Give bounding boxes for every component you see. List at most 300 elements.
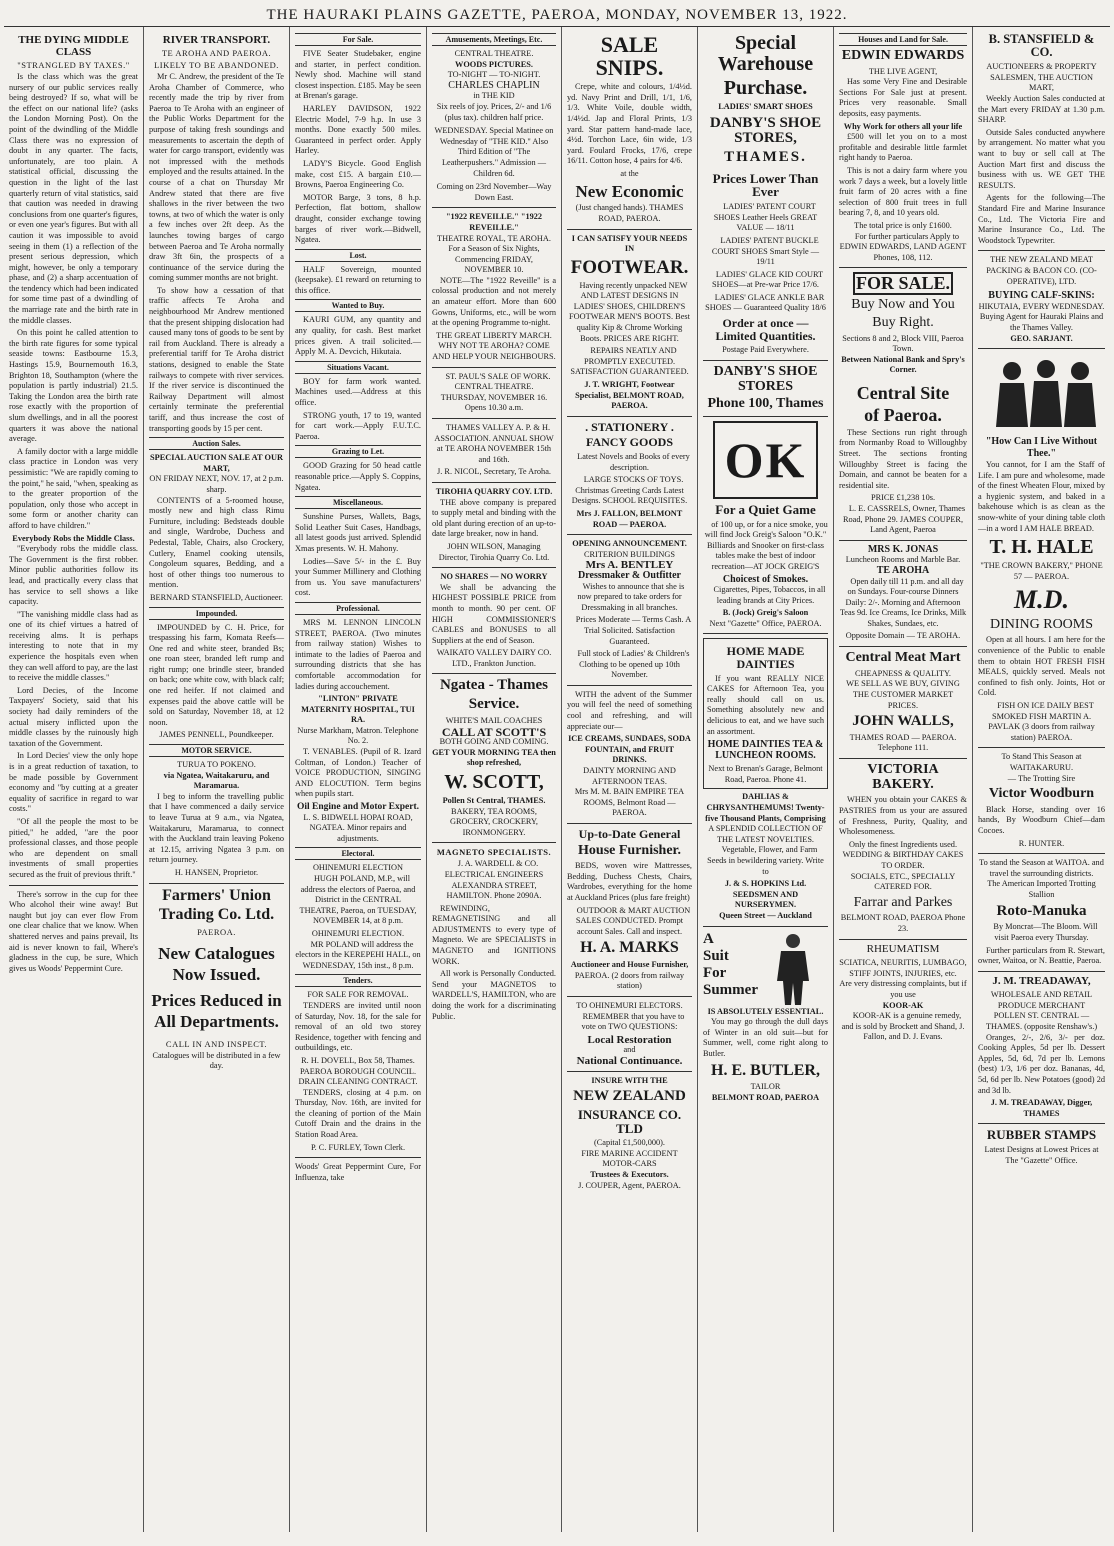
ad-headline: A bbox=[703, 930, 714, 947]
divider bbox=[567, 685, 692, 686]
singing-men-illustration-icon bbox=[990, 357, 1103, 427]
ad-headline: Order at once — Limited Quantities. bbox=[715, 316, 816, 343]
ad-headline: RHEUMATISM bbox=[866, 942, 940, 955]
ad-body: L. E. CASSRELS, Owner, Thames Road, Phone 29. JAMES COUPER, Land Agent, Paeroa bbox=[842, 503, 966, 535]
ad-title: FOR SALE FOR REMOVAL. bbox=[307, 990, 409, 1000]
ad-body: TENDERS, closing at 4 p.m. on Thursday, Nov. 16th, are invited for the cleaning of portion of the Main Cutoff Drain and the drains in the Station Road Area. bbox=[295, 1087, 421, 1140]
ad-signature: H. HANSEN, Proprietor. bbox=[174, 867, 259, 877]
ad-headline: SALE SNIPS. bbox=[595, 32, 664, 81]
ad-body: Cigarettes, Pipes, Tobaccos, in all leading brands at City Prices. bbox=[713, 585, 826, 605]
ad-body: Prices Moderate — Terms Cash. A Trial Solicited. Satisfaction Guaranteed. bbox=[575, 615, 692, 646]
ad-text: THE GREAT LIBERTY MARCH. bbox=[436, 330, 552, 340]
ad-headline: RUBBER STAMPS bbox=[986, 1127, 1097, 1143]
divider bbox=[978, 971, 1105, 972]
section-header: Electoral. bbox=[295, 847, 421, 860]
ad-headline: W. SCOTT, bbox=[444, 770, 544, 793]
ad-headline: Central Site bbox=[856, 383, 950, 404]
paragraph: A family doctor with a large middle class practice in London was very pessimistic: "We are rapidly coming to the point," he said, "when, speaking as to the greater proportion of the population, only those who accept in some form or another charity can afford to have children." bbox=[9, 446, 138, 530]
ad-text: CENTRAL THEATRE. bbox=[454, 49, 534, 58]
classified-ad: Sunshine Purses, Wallets, Bags, Solid Leather Suit Cases, Handbags, all latest goods just arrived. Splendid Xmas presents. W. H. Mahony. bbox=[295, 512, 421, 553]
ad-body: These Sections run right through from Normanby Road to Willoughby Street. The sections fronting Willoughby Street is facing the Domain, and cannot be beaten for a residential site. bbox=[839, 427, 967, 490]
divider bbox=[567, 416, 692, 417]
ad-title: TO OHINEMURI ELECTORS. bbox=[576, 1001, 683, 1011]
ad-body: IMPOUNDED by C. H. Price, for trespassing his farm, Komata Reefs—One red and white steer, branded Bs; one roan steer, branded left rump and right rump; one brindle steer, branded on back; one white cow, with black calf; one red heifer. If not claimed and expenses paid the above cattle will be sold on Saturday, November 18, at 12 noon. bbox=[149, 622, 284, 727]
ad-headline: THAMES. bbox=[724, 149, 807, 166]
ad-title: MRS K. JONAS bbox=[867, 543, 939, 555]
divider bbox=[567, 229, 692, 230]
divider bbox=[567, 996, 692, 997]
ad-body: REPAIRS NEATLY AND PROMPTLY EXECUTED. SATISFACTION GUARANTEED. bbox=[570, 346, 689, 377]
classified-ad: MOTOR Barge, 3 tons, 8 h.p. Perfection, flat bottom, shallow draught, consider exchange towing barges of river work.—Bidwell, Ngatea. bbox=[295, 192, 421, 245]
paragraph: "The vanishing middle class had as one of its chief virtues a hatred of receiving alms. It is perhaps interesting to note that in my experience the hospitals even when they can well afford to pay, are the last to receive the middle classes." bbox=[9, 609, 138, 683]
divider bbox=[703, 360, 828, 361]
divider bbox=[978, 348, 1105, 349]
ad-text: GET YOUR MORNING TEA then shop refreshed, bbox=[432, 747, 556, 768]
section-header: Miscellaneous. bbox=[295, 496, 421, 509]
classified-ad: HALF Sovereign, mounted (keepsake). £1 reward on returning to this office. bbox=[295, 264, 421, 295]
ad-body: Having recently unpacked NEW AND LATEST DESIGNS IN LADIES' SHOES, CHILDREN'S FOOTWEAR MEN'S BOOTS. Best quality Kip & Chrome Working Boots. PRICES ARE RIGHT. bbox=[569, 280, 690, 343]
ad-headline: DINING ROOMS bbox=[989, 616, 1094, 632]
ad-title: Mrs A. BENTLEY bbox=[585, 559, 674, 572]
ad-signature: R. HUNTER. bbox=[1018, 838, 1065, 848]
ad-body: J. A. WARDELL & CO. ELECTRICAL ENGINEERS ALEXANDRA STREET, HAMILTON. Phone 2090A. bbox=[444, 859, 544, 901]
ad-title: DRAIN CLEANING CONTRACT. bbox=[298, 1077, 418, 1087]
ad-suit-words bbox=[703, 931, 763, 1007]
ad-title: TIROHIA QUARRY COY. LTD. bbox=[435, 486, 553, 496]
divider bbox=[432, 482, 556, 483]
ad-headline: Victor Woodburn bbox=[988, 786, 1095, 802]
ad-text: To Stand This Season at WAITAKARURU. bbox=[1001, 752, 1082, 772]
ad-signature: P. C. FURLEY, Town Clerk. bbox=[310, 1142, 406, 1152]
ad-text: TO-NIGHT — TO-NIGHT. bbox=[447, 70, 541, 80]
ad-body: NOTE—The "1922 Reveille" is a colossal production and not merely an amateur effort. More than 600 Gowns, Uniforms, etc., will be worn at the opening Programme to-night. bbox=[432, 275, 556, 328]
ad-text: Next to Brenan's Garage, Belmont Road, Paeroa. Phone 41. bbox=[708, 764, 823, 784]
ad-headline: H. A. MARKS bbox=[580, 939, 679, 957]
ad-title: B. (Jock) Greig's Saloon bbox=[722, 608, 809, 618]
ad-text: at the bbox=[620, 168, 639, 178]
section-header: Lost. bbox=[295, 249, 421, 262]
ad-body: OUTDOOR & MART AUCTION SALES CONDUCTED. Prompt account Sales. Call and inspect. bbox=[575, 905, 691, 936]
ad-headline: EDWIN EDWARDS bbox=[841, 48, 965, 63]
paragraph: To show how a cessation of that traffic affects Te Aroha and neighbourhood Mr Andrew mentioned that the present shipping dislocation had caused many tons of goods to be sent by rail from Auckland. There is already a preferential tariff for Te Aroha district stations, designed to enable the State railways to compete with river services. If the river service is discontinued the Railway Department will almost certainly terminate the preferential tariff, and thus increase the cost of transporting goods by 15 per cent. bbox=[149, 285, 284, 433]
classified-ad: Lodies—Save 5/- in the £. Buy your Summer Millinery and Clothing from us. You save manufacturers' cost. bbox=[295, 556, 421, 598]
ad-title: MAGNETO SPECIALISTS. bbox=[436, 847, 552, 858]
ad-body: Full stock of Ladies' & Children's Clothing to be opened up 10th November. bbox=[577, 649, 690, 680]
ad-body: MR POLAND will address the electors in the KEREPEHI HALL, on WEDNESDAY, 15th inst., 8 p.m. bbox=[295, 939, 421, 970]
ad-text: THE LIVE AGENT, bbox=[868, 66, 938, 76]
ad-headline: Suit bbox=[703, 947, 729, 964]
article-title: THE DYING MIDDLE CLASS bbox=[18, 34, 129, 58]
section-header: Situations Vacant. bbox=[295, 361, 421, 374]
ad-text: AUCTIONEERS & PROPERTY SALESMEN, THE AUCTION MART, bbox=[986, 62, 1097, 93]
ad-signature: J. M. TREADAWAY, Digger, THAMES bbox=[990, 1098, 1093, 1118]
divider bbox=[432, 842, 556, 843]
ad-headline: T. H. HALE bbox=[989, 536, 1094, 559]
paragraph: "Of all the people the most to be pitied," he added, "are the poor professional classes, and those people who are dependent on small investments of small properties secured as the fruit of previous thrift." bbox=[9, 816, 138, 879]
ad-body: Has some Very Fine and Desirable Sections For Sale just at present. Prices very reasonable. Small deposits, easy payments. bbox=[839, 77, 967, 119]
ad-text: FIRE MARINE ACCIDENT MOTOR-CARS bbox=[581, 1148, 678, 1169]
ad-headline: Central Meat Mart bbox=[845, 650, 961, 666]
ad-title: "1922 REVEILLE." "1922 REVEILLE." bbox=[445, 212, 543, 232]
column-4 bbox=[427, 27, 562, 1532]
divider bbox=[839, 758, 967, 759]
ad-text: — The Trotting Sire bbox=[1007, 773, 1076, 783]
ad-headline: For bbox=[703, 964, 727, 981]
ad-text: Are very distressing complaints, but if you use bbox=[839, 979, 967, 999]
ad-text: L. S. BIDWELL HOPAI ROAD, NGATEA. Minor repairs and adjustments. bbox=[303, 812, 413, 843]
footer-text: Woods' Great Peppermint Cure, For Influenza, take bbox=[295, 1162, 421, 1182]
ad-signature: R. H. DOVELL, Box 58, Thames. bbox=[301, 1055, 415, 1065]
ad-body: WITH the advent of the Summer you will feel the need of something cool and refreshing, and will appreciate our— bbox=[567, 689, 692, 731]
divider bbox=[149, 883, 284, 884]
ad-text: INSURE WITH THE bbox=[591, 1075, 668, 1085]
ad-headline: INSURANCE CO. TLD bbox=[577, 1106, 682, 1136]
ad-headline: Service. bbox=[468, 696, 520, 713]
ad-body: This is not a dairy farm where you work 7 days a week, but a lovely little fruit farm of 20 acres with a fine selection of 800 fruit trees in full bearing 7, 8, and 10 years old. bbox=[839, 166, 967, 218]
ad-headline: Prices Lower Than Ever bbox=[712, 170, 819, 200]
ad-date: ON FRIDAY NEXT, NOV. 17, at 2 p.m. sharp. bbox=[149, 474, 284, 494]
ad-headline: NEW ZEALAND bbox=[573, 1088, 686, 1105]
ad-text: (Capital £1,500,000). bbox=[594, 1138, 665, 1148]
ad-location: PAEROA. bbox=[197, 927, 236, 938]
ad-body: KOOR-AK is a genuine remedy, and is sold by Brockett and Shand, J. Fallon, and D. J. Evans. bbox=[841, 1011, 965, 1042]
ad-title: "LINTON" PRIVATE MATERNITY HOSPITAL, TUI RA. bbox=[301, 694, 415, 725]
classified-ad: BOY for farm work wanted. Machines used.—Address at this office. bbox=[295, 376, 421, 408]
ad-signature: WAIKATO VALLEY DAIRY CO. LTD., Frankton Junction. bbox=[436, 648, 552, 668]
divider bbox=[703, 926, 828, 927]
ad-text: BELMONT ROAD, PAEROA bbox=[711, 1092, 820, 1102]
ad-title: ICE CREAMS, SUNDAES, SODA FOUNTAIN, and FRUIT DRINKS. bbox=[568, 734, 691, 765]
ad-headline: J. M. TREADAWAY, bbox=[992, 974, 1091, 987]
ad-text: BOTH GOING AND COMING. bbox=[439, 737, 549, 747]
ad-signature: JOHN WILSON, Managing Director, Tirohia Quarry Co. Ltd. bbox=[438, 541, 550, 562]
ad-text: A SPLENDID COLLECTION OF THE LATEST NOVELTIES. bbox=[708, 824, 823, 844]
paragraph: In Lord Decies' view the only hope is in a great reduction of taxation, to be made possible by Government economy and "by cutting at a greater equality of sacrifice in regard to war costs." bbox=[9, 751, 138, 814]
ad-body: Crepe, white and colours, 1/4½d. yd. Navy Print and Drill, 1/1, 1/6, 1/3. White Voile, double width, 1/4½d. Jap and Floral Prints, 1/3 yard. Star pattern hand-made lace, 4½d. Torchon Lace, 6in wide, 1/3 yard. Foulard Frocks, 17/6, crepe 16/11. Cotton hose, 4 pairs for 4/6. bbox=[567, 82, 692, 166]
classified-ad: LADY'S Bicycle. Good English make, cost £15. A bargain £10.—Browns, Paeroa Engineering Co. bbox=[295, 158, 421, 190]
ad-body: REMEMBER that you have to vote on TWO QUESTIONS: bbox=[581, 1011, 685, 1032]
ad-headline: FANCY GOODS bbox=[586, 435, 673, 450]
ad-text: THAMES ROAD — PAEROA. Telephone 111. bbox=[849, 732, 957, 753]
ad-body: WHEN you obtain your CAKES & PASTRIES from us your are assured of Freshness, Purity, Quality, and Wholesomeness. bbox=[839, 795, 967, 837]
section-header: For Sale. bbox=[295, 33, 421, 46]
ad-title: CHARLES CHAPLIN bbox=[448, 79, 540, 91]
ad-body: BEDS, woven wire Mattresses, Bedding, Duchess Chests, Chairs, Wardrobes, everything for the home at Auckland Prices (plus fare freight) bbox=[567, 861, 692, 903]
paragraph: Mr C. Andrew, the president of the Te Aroha Chamber of Commerce, who recently made the trip by river from Paeroa to Te Aroha with an engineer of the Public Works Department for the purpose of taking fresh soundings and measurements to ascertain the depth of water for cargo transport, evidently was not impressed with the methods employed and the results attained. In the course of a chat on Thursday Mr Andrew stated that there are five shallows in the river between the two towns, at two of which the water is only a few inches over 2ft deep. As the launches towing barges of cargo between Paeroa and Te Aroha normally draw 3ft 6in, the prospects of a continuance of the service during the coming summer months are not bright. bbox=[149, 72, 284, 283]
column-5 bbox=[562, 27, 698, 1532]
ad-text: (Just changed hands). THAMES ROAD, PAEROA. bbox=[575, 203, 684, 223]
md-logo: M.D. bbox=[1014, 585, 1069, 615]
divider bbox=[432, 367, 556, 368]
article-title: RIVER TRANSPORT. bbox=[162, 34, 271, 46]
ad-text: Between National Bank and Spry's Corner. bbox=[841, 354, 965, 375]
ad-text: Next "Gazette" Office, PAEROA. bbox=[709, 618, 822, 628]
ad-title: THE NEW ZEALAND MEAT PACKING & BACON CO. (CO-OPERATIVE), LTD. bbox=[986, 255, 1097, 286]
paragraph: On this point he called attention to the birth rate figures for some typical seaside towns: Eastbourne 15.3, Hastings 15.9, Bournemouth 16.3, Brighton 18, Southampton (where the population is partly industrial) 21.5. Taking the London area the birth rate rose exactly with the proportion of slum dwellings, and in all the poorest quarters it was above the national average. bbox=[9, 328, 138, 444]
ad-text: PAEROA. (2 doors from railway station) bbox=[574, 970, 685, 991]
column-3 bbox=[290, 27, 427, 1532]
ad-signature: J. R. NICOL, Secretary, Te Aroha. bbox=[437, 467, 551, 477]
ad-text: BAKERY, TEA ROOMS, GROCERY, CROCKERY, IRONMONGERY. bbox=[450, 806, 538, 837]
ad-text: WHITE'S MAIL COACHES bbox=[445, 715, 543, 725]
article-subtitle: LIKELY TO BE ABANDONED. bbox=[154, 60, 279, 70]
ad-body: You may go through the dull days of Winter in an old suit—but for Summer, well, come right along to Butler. bbox=[703, 1017, 828, 1058]
ad-headline: H. E. BUTLER, bbox=[711, 1061, 820, 1079]
ad-body: Vegetable, Flower, and Farm Seeds in bewildering variety. Write to bbox=[707, 845, 824, 876]
ad-text: Coming on 23rd November—Way Down East. bbox=[436, 182, 552, 202]
ad-headline: FOR SALE. bbox=[853, 272, 953, 295]
ad-body: You cannot, for I am the Staff of Life. I am pure and wholesome, made of the finest Wheaten Flour, mixed by a hygienic system, and baked in a bakehouse which is as clean as the snow-white of your dining table cloth—in a word I AM HALE BREAD. bbox=[978, 460, 1105, 533]
ad-headline: National Continuance. bbox=[576, 1054, 683, 1067]
ad-body: HUGH POLAND, M.P., will address the electors of Paeroa, and District in the CENTRAL THEATRE, Paeroa, on TUESDAY, NOVEMBER 14, at 8 p.m. bbox=[299, 874, 417, 926]
divider bbox=[9, 885, 138, 886]
ad-headline: Summer bbox=[703, 981, 758, 998]
ad-box bbox=[703, 638, 828, 789]
ad-text: "THE CROWN BAKERY," PHONE 57 — PAEROA. bbox=[980, 561, 1103, 581]
masthead: THE HAURAKI PLAINS GAZETTE, PAEROA, MONDAY, NOVEMBER 13, 1922. bbox=[4, 4, 1110, 27]
ad-title: Oil Engine and Motor Expert. bbox=[296, 802, 419, 813]
ad-text: HIKUTAIA, EVERY WEDNESDAY. bbox=[978, 301, 1105, 311]
ad-headline: New Economic bbox=[575, 181, 684, 201]
ad-headline: of Paeroa. bbox=[864, 404, 942, 425]
ad-signature: JAMES PENNELL, Poundkeeper. bbox=[159, 730, 274, 740]
ad-text: CHEAPNESS & QUALITY. bbox=[855, 668, 951, 678]
divider bbox=[839, 540, 967, 541]
ad-text: SCIATICA, NEURITIS, LUMBAGO, STIFF JOINTS, INJURIES, etc. bbox=[839, 958, 967, 978]
classified-ad: GOOD Grazing for 50 head cattle reasonable price.—Apply S. Coppins, Ngatea. bbox=[295, 461, 421, 492]
ad-text: TAILOR bbox=[750, 1082, 781, 1092]
ad-text: WEDDING & BIRTHDAY CAKES TO ORDER. bbox=[842, 850, 964, 871]
classified-ad: STRONG youth, 17 to 19, wanted for cart work.—Apply F.U.T.C. Paeroa. bbox=[295, 410, 421, 441]
ad-signature: Mrs J. FALLON, BELMONT ROAD — PAEROA. bbox=[576, 508, 683, 529]
ad-signature: J. & S. HOPKINS Ltd. SEEDSMEN AND NURSERYMEN. bbox=[724, 879, 807, 910]
ad-title: DAHLIAS & CHRYSANTHEMUMS! Twenty-five Thousand Plants, Comprising bbox=[705, 792, 826, 823]
ad-signature: Mrs M. M. BAIN EMPIRE TEA ROOMS, Belmont Road — PAEROA. bbox=[574, 787, 685, 818]
ad-headline: Special Warehouse bbox=[717, 32, 814, 75]
ad-headline: Phone 100, Thames bbox=[707, 396, 824, 412]
ad-body: THAMES VALLEY A. P. & H. ASSOCIATION. ANNUAL SHOW at TE AROHA NOVEMBER 15th and 16th. bbox=[434, 423, 554, 464]
classified-ad: HARLEY DAVIDSON, 1922 Electric Model, 7-9 h.p. In use 3 months. Done exactly 500 miles. Guaranteed in perfect order. Apply Harley. bbox=[295, 103, 421, 156]
ad-text: Nurse Markham, Matron. Telephone No. 2. bbox=[297, 725, 419, 746]
ad-signature: J. COUPER, Agent, PAEROA. bbox=[578, 1180, 681, 1190]
list-item: LADIES' PATENT BUCKLE COURT SHOES Smart Style — 19/11 bbox=[711, 235, 820, 267]
ad-text: Buying Agent for Hauraki Plains and the Thames Valley. bbox=[979, 312, 1104, 332]
ad-title: Farmers' Union bbox=[162, 886, 271, 904]
ad-text: The total price is only £1600. bbox=[854, 221, 952, 230]
poem: There's sorrow in the cup for thee Who alcohol their wine away! But naught but joy can ever flow From one clear chalice that we know. When shattered nerves and pains prevail, Its aid is never known to fail, Where's gladness in the cup, be sure, Which gives us Woods' Peppermint Cure. bbox=[9, 889, 138, 973]
divider bbox=[839, 267, 967, 268]
classified-ad: T. VENABLES. (Pupil of R. Izard Coltman, of London.) Teacher of VOICE PRODUCTION, SINGING AND ELOCUTION. Term begins when pupils start. bbox=[295, 747, 421, 799]
divider bbox=[432, 673, 556, 674]
ad-signature: BERNARD STANSFIELD, Auctioneer. bbox=[149, 592, 283, 602]
divider bbox=[295, 1157, 421, 1158]
ad-text: WHOLESALE AND RETAIL PRODUCE MERCHANT bbox=[990, 990, 1093, 1010]
ad-headline: DANBY'S SHOE STORES bbox=[713, 363, 818, 394]
ad-headline: Purchase. bbox=[723, 77, 808, 99]
divider bbox=[703, 633, 828, 634]
ad-body: REWINDING, REMAGNETISING and all ADJUSTMENTS to every type of Magneto. We are SPECIALISTS in MAGNETO and IGNITIONS WORK. bbox=[432, 903, 556, 966]
divider bbox=[432, 567, 556, 568]
ad-text: Latest Designs at Lowest Prices at The "Gazette" Office. bbox=[984, 1145, 1099, 1165]
ad-subtitle: via Ngatea, Waitakaruru, and Maramarua. bbox=[163, 770, 270, 791]
list-item: LADIES' GLACE ANKLE BAR SHOES — Guaranteed Quality 18/6 bbox=[705, 292, 826, 313]
ad-headline: Buy Right. bbox=[872, 314, 934, 330]
ad-text: Six reels of joy. Prices, 2/- and 1/6 (plus tax). children half price. bbox=[436, 101, 552, 122]
ad-body: For further particulars Apply to EDWIN EDWARDS, LAND AGENT Phones, 108, 112. bbox=[839, 231, 967, 262]
ad-title: PAEROA BOROUGH COUNCIL. bbox=[299, 1066, 417, 1076]
ad-headline: Buy Now and You bbox=[851, 297, 955, 313]
ad-text: Sections 8 and 2, Block VIII, Paeroa Town. bbox=[842, 333, 964, 354]
ad-text: To stand the Season at WAITOA. and travel the surrounding districts. bbox=[979, 858, 1104, 878]
ad-text: POLLEN ST. CENTRAL — THAMES. (opposite Renshaw's.) bbox=[985, 1011, 1098, 1032]
column-2 bbox=[144, 27, 290, 1532]
ad-headline: Ngatea - Thames bbox=[439, 677, 549, 694]
ad-body: If you want REALLY NICE CAKES for Afternoon Tea, you really should call on us. Something absolutely new and delicious to eat, and we have such an assortment. bbox=[707, 673, 824, 736]
divider bbox=[978, 853, 1105, 854]
ad-title: WOODS PICTURES. bbox=[455, 59, 533, 69]
ad-text: LADIES' SMART SHOES bbox=[718, 102, 813, 111]
ad-body: CONTENTS of a 5-roomed house, mostly new and high class Rimu Furniture, including: Bedsteads double and single, Wardrobe, Duchess and Pedestal, Table, Chairs, also Crockery, Cutlery, Enamel cooking utensils, Congoleum squares, Bedding, and a host of other things too numerous to mention. bbox=[149, 495, 284, 590]
ad-headline: JOHN WALLS, bbox=[852, 713, 954, 730]
ad-title: SPECIAL AUCTION SALE AT OUR MART, bbox=[150, 453, 283, 473]
divider bbox=[567, 823, 692, 824]
ad-headline: DANBY'S SHOE STORES, bbox=[709, 114, 822, 147]
section-header: Tenders. bbox=[295, 974, 421, 987]
ad-body: Agents for the following—The Standard Fire and Marine Insurance Co., Ltd. The Victoria Fire and Marine Insurance Co., Ltd. The Woodstock Typewriter. bbox=[978, 193, 1105, 245]
ad-text: Queen Street — Auckland bbox=[719, 910, 812, 920]
divider bbox=[978, 747, 1105, 748]
ad-text: in THE KID bbox=[473, 91, 515, 101]
ad-text: BELMONT ROAD, PAEROA Phone 23. bbox=[840, 913, 966, 934]
section-header: Impounded. bbox=[149, 607, 284, 620]
section-header: Grazing to Let. bbox=[295, 445, 421, 458]
ad-text: CRITERION BUILDINGS bbox=[583, 549, 676, 559]
ad-text: Opposite Domain — TE AROHA. bbox=[845, 631, 961, 641]
ad-body: Black Horse, standing over 16 hands, By Woodburn Chief—dam Cocoes. bbox=[978, 804, 1105, 836]
ad-text: DAINTY MORNING AND AFTERNOON TEAS. bbox=[583, 766, 676, 786]
ad-body: LARGE STOCKS OF TOYS. Christmas Greeting Cards Latest Designs. SCHOOL REQUISITES. bbox=[571, 475, 688, 506]
ad-title: Choicest of Smokes. bbox=[722, 573, 809, 585]
section-header: Auction Sales. bbox=[149, 437, 284, 450]
paragraph: "Everybody robs the middle class. The Government is the first robber. Minor public authorities follow its lead, and practically every class that has service to sell shows a like capacity. bbox=[9, 544, 138, 607]
list-item: LADIES' PATENT COURT SHOES Leather Heels GREAT VALUE — 18/11 bbox=[713, 202, 818, 233]
ad-body: of 100 up, or for a nice smoke, you will find Jock Greig's Saloon "O.K." Billiards and Snooker on first-class tables make the best of indoor recreation—AT JOCK GREIG'S bbox=[704, 519, 828, 571]
section-header: Wanted to Buy. bbox=[295, 299, 421, 312]
ad-title: HOME DAINTIES TEA & LUNCHEON ROOMS. bbox=[707, 739, 824, 761]
ad-text: THEATRE ROYAL, TE AROHA. bbox=[437, 233, 551, 243]
ad-title: TE AROHA bbox=[876, 564, 930, 576]
ad-body: THE above company is prepared to supply metal and binding with the old plant during erection of an up-to-date large breaker, now in hand. bbox=[432, 497, 556, 539]
column-7 bbox=[834, 27, 973, 1532]
ad-text: The American Imported Trotting Stallion bbox=[987, 879, 1096, 899]
ad-body: ST. PAUL'S SALE OF WORK. CENTRAL THEATRE. THURSDAY, NOVEMBER 16. Opens 10.30 a.m. bbox=[440, 371, 551, 413]
ad-headline: House Furnisher. bbox=[578, 842, 681, 858]
ad-title: OPENING ANNOUNCEMENT. bbox=[572, 539, 687, 549]
ad-title: TURUA TO POKENO. bbox=[177, 760, 256, 770]
divider bbox=[978, 1123, 1105, 1124]
ad-text: Why Work for others all your life bbox=[843, 121, 963, 131]
ad-text: PRICE £1,238 10s. bbox=[870, 493, 936, 503]
ad-text: Postage Paid Everywhere. bbox=[722, 345, 809, 355]
ad-text: For a Season of Six Nights, Commencing FRIDAY, NOVEMBER 10. bbox=[448, 244, 540, 275]
ad-body: TENDERS are invited until noon of Saturday, Nov. 18, for the sale for removal of an old two storey Residence, together with fencing and outbuildings, etc. bbox=[295, 1000, 421, 1053]
ad-text: SOCIALS, ETC., SPECIALLY CATERED FOR. bbox=[850, 871, 956, 892]
divider bbox=[839, 646, 967, 647]
ad-title: BUYING CALF-SKINS: bbox=[988, 290, 1095, 302]
divider bbox=[978, 250, 1105, 251]
ad-text: I CAN SATISFY YOUR NEEDS IN bbox=[571, 233, 688, 254]
ad-title: Trading Co. Ltd. bbox=[158, 906, 275, 924]
ad-headline: Now Issued. bbox=[172, 965, 261, 984]
ad-text: Trustees & Executors. bbox=[590, 1169, 669, 1179]
man-figure-icon bbox=[763, 931, 823, 1007]
newspaper-page bbox=[4, 4, 1110, 1536]
section-header: Amusements, Meetings, Etc. bbox=[432, 33, 556, 46]
ad-headline: FOOTWEAR. bbox=[570, 256, 689, 278]
ad-body: Outside Sales conducted anywhere by arrangement. No matter what you want to buy or sell call at The Auction Mart first and discuss the business with us. WE GET THE RESULTS. bbox=[978, 127, 1105, 190]
paragraph: Lord Decies, of the Income Taxpayers' Society, said that his society had daily reminders of the actual misery inflicted upon the middle classes by the ruinously high taxation of the Government. bbox=[9, 685, 138, 748]
ad-title: CALL AT SCOTT'S bbox=[441, 724, 547, 739]
article-subtitle: "STRANGLED BY TAXES." bbox=[17, 60, 130, 70]
ad-text: and bbox=[623, 1045, 636, 1055]
classified-ad: KAURI GUM, any quantity and any quality, for cash. Best market prices given. A trail solicited.—Apply M. A. Devcich, Hikutaia. bbox=[295, 315, 421, 357]
section-header: Professional. bbox=[295, 602, 421, 615]
paragraph: Is the class which was the great nursery of our public services really being destroyed? If so, what will be the effect on our national life? (asks the London Morning Post). On the point of the dwindling of the Middle Class there was no expression of doubt in any quarter. The facts, unfortunately, are too plain. A statistical official, discussing the question in the light of the last quarterly return of vital statistics, said that caution was needed in drawing conclusions from one quarter's figures, or even one year's figures. But with all caution it was impossible to avoid seeing in them (1) a reflection of the present serious depression, which might, however, be only a temporary phase, and (2) a sharp accentuation of the tendency which had been indicated for some time past of a dwindling of the marriage rate and the birth rate in the middle classes. bbox=[9, 72, 138, 325]
classified-ad: MRS M. LENNON LINCOLN STREET, PAEROA. (Two minutes from railway station) Wishes to intimate to the ladies of Paeroa and surrounding districts that she has comfortable accommodation for ladies during accouchement. bbox=[295, 617, 421, 691]
ad-text: WEDNESDAY. Special Matinee on Wednesday of "THE KID." Also Third Edition of "The Leatherpushers." Admission — Children 6d. bbox=[434, 126, 554, 178]
ad-body: Oranges, 2/-, 2/6, 3/- per doz. Cooking Apples, 5d per lb. Dessert Apples, 5d, 6d, 7d per lb. Lemons (best) 1/3, 1/6 per doz. Bananas, 4d, 5d, 6d per lb. New Potatoes (good) 2d and 3d lb. bbox=[978, 1032, 1105, 1095]
ad-headline: B. STANSFIELD & CO. bbox=[988, 32, 1095, 60]
ad-text: Auctioneer and House Furnisher, bbox=[570, 960, 689, 970]
ad-suit bbox=[703, 931, 828, 1007]
ad-headline: Prices Reduced in bbox=[151, 990, 282, 1010]
ad-headline: All Departments. bbox=[154, 1011, 279, 1031]
section-header: MOTOR SERVICE. bbox=[149, 744, 284, 757]
ad-body: I beg to inform the travelling public that I have commenced a daily service to leave Turua at 9 a.m., via Ngatea, Waitakaruru, Maramarua, to connect with the Auckland train leaving Pokeno at 12.15, arriving Ngatea 3 p.m. on return journey. bbox=[149, 791, 284, 865]
ad-headline: Up-to-Date General bbox=[578, 827, 681, 841]
ad-body: By Moncrat—The Bloom. Will visit Paeroa every Thursday. bbox=[993, 922, 1098, 942]
ad-body: £500 will let you on to a most profitable and desirable little farmlet right handy to Paeroa. bbox=[839, 132, 967, 163]
column-6 bbox=[698, 27, 834, 1532]
ad-body: We shall be advancing the HIGHEST POSSIBLE PRICE from month to month. 90 per cent. OF HIGH COMMISSIONER'S CABLES and BONUSES to all Suppliers at the end of Season. bbox=[432, 582, 556, 645]
ad-headline: For a Quiet Game bbox=[715, 501, 816, 517]
ad-text: WE SELL AS WE BUY, GIVING THE CUSTOMER MARKET PRICES. bbox=[846, 679, 960, 710]
columns bbox=[4, 27, 1110, 1532]
column-1 bbox=[4, 27, 144, 1532]
ad-title: KOOR-AK bbox=[882, 1000, 924, 1010]
ad-headline: "How Can I Live Without Thee." bbox=[985, 436, 1098, 460]
ad-title: OHINEMURI ELECTION. bbox=[311, 928, 405, 938]
ad-headline: VICTORIA BAKERY. bbox=[867, 762, 939, 792]
ad-body: Latest Novels and Books of every description. bbox=[577, 452, 690, 472]
ad-headline: Farrar and Parkes bbox=[853, 894, 953, 910]
ad-text: Only the finest Ingredients used. bbox=[848, 839, 958, 849]
divider bbox=[567, 534, 692, 535]
article-subtitle: TE AROHA AND PAEROA. bbox=[161, 48, 272, 58]
ad-headline: Local Restoration bbox=[587, 1033, 672, 1046]
ad-headline: Roto-Manuka bbox=[996, 902, 1087, 919]
divider bbox=[432, 418, 556, 419]
divider bbox=[839, 939, 967, 940]
classified-ad: FIVE Seater Studebaker, engine and starter, in perfect condition. Newly shod. Machine will stand closest inspection. £185. May be seen at Brenan's garage. bbox=[295, 49, 421, 101]
ad-body: All work is Personally Conducted. Send your MAGNETOS to WARDELL'S, HAMILTON, who are doing the work for a discriminating Public. bbox=[432, 969, 556, 1021]
subheading: Everybody Robs the Middle Class. bbox=[12, 533, 135, 543]
ad-body: Open daily till 11 p.m. and all day on Sundays. Four-course Dinners Daily: 2/-. Morning and Afternoon Teas 9d. Ice Creams, Ice Drinks, Milk Shakes, Sundaes, etc. bbox=[839, 576, 967, 628]
ad-body: Further particulars from R. Stewart, owner, Waitoa, or N. Beattie, Paeroa. bbox=[978, 945, 1105, 966]
ad-text: CALL IN AND INSPECT. bbox=[165, 1038, 268, 1049]
ad-headline: New Catalogues bbox=[158, 944, 275, 964]
ad-text: WHY NOT TE AROHA? COME AND HELP YOUR NEIGHBOURS. bbox=[432, 341, 556, 362]
